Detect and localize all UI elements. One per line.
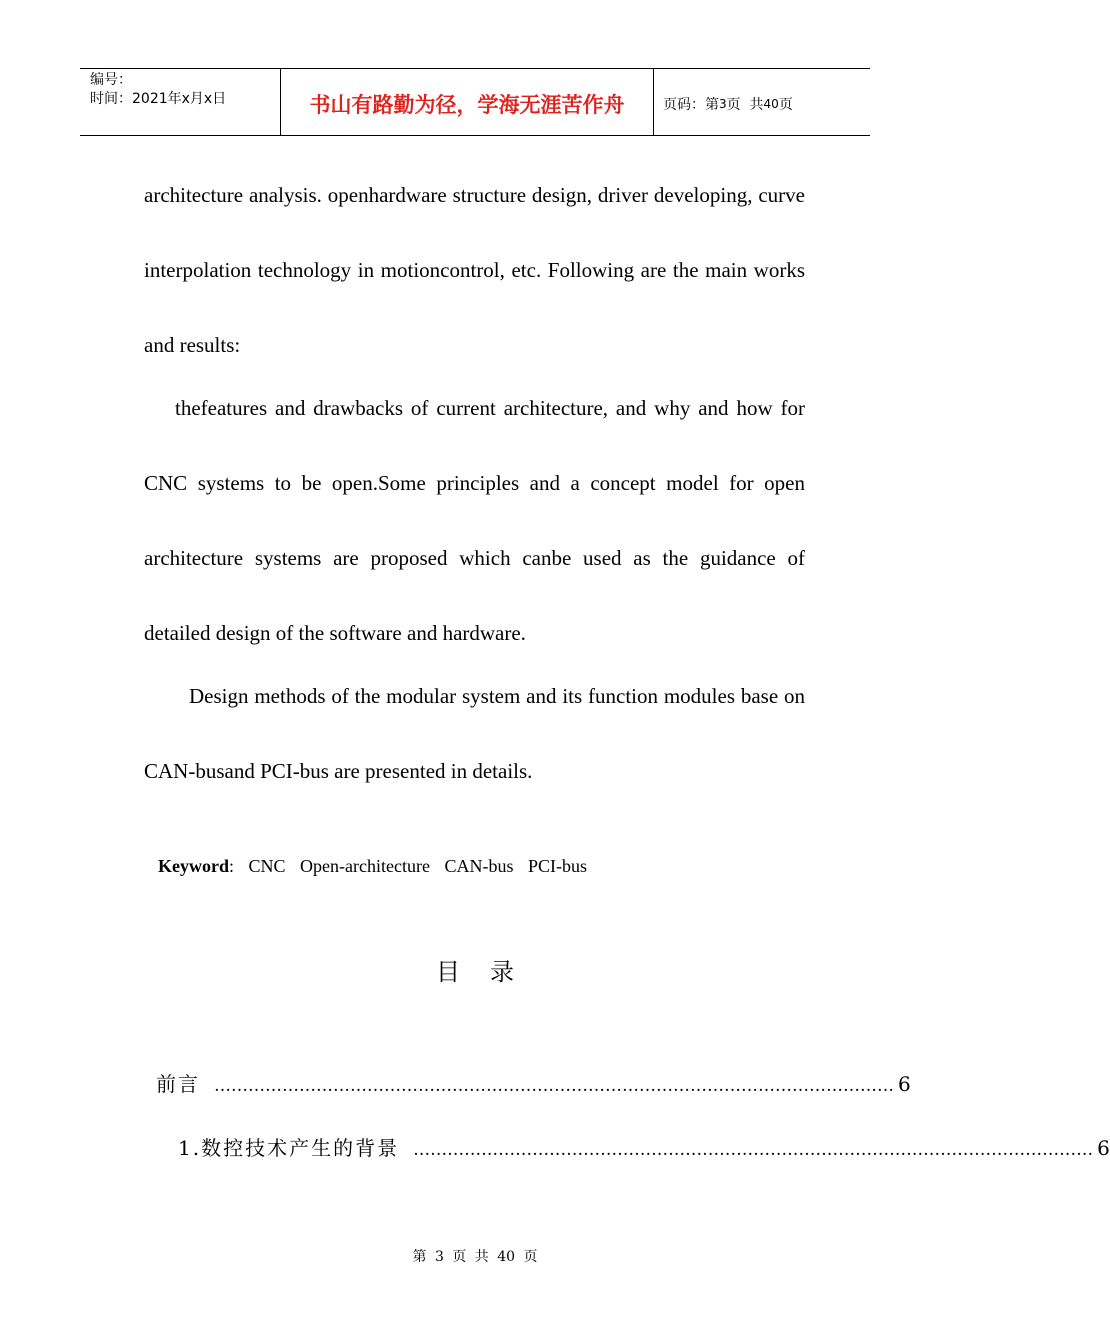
page-mid: 页 共 <box>726 97 764 113</box>
page-suffix: 页 <box>778 97 793 113</box>
abstract-paragraph-1: architecture analysis. openhardware structure design, driver developing, curve interpolation technology in motioncontrol, etc. Following are the main works and results: <box>144 183 805 357</box>
header-motto: 书山有路勤为径，学海无涯苦作舟 <box>281 69 654 135</box>
keyword-item: Open-architecture <box>300 856 430 876</box>
keyword-label: Keyword <box>158 856 229 876</box>
toc-entry-page: 6 <box>1097 1136 1110 1160</box>
page-header <box>80 68 870 136</box>
time-label: 时间：2021年x月x日 <box>90 91 227 107</box>
header-page-info <box>654 69 870 135</box>
page-footer: 第 3 页 共 40 页 <box>412 1249 538 1265</box>
serial-label: 编号： <box>90 72 132 88</box>
toc-title: 目录 <box>436 958 544 986</box>
keyword-item: PCI-bus <box>527 856 587 876</box>
keyword-separator: : <box>229 856 235 876</box>
abstract-body <box>144 158 805 809</box>
page-prefix: 页码：第 <box>663 97 719 113</box>
toc-entry-label: 1.数控技术产生的背景 <box>178 1136 400 1160</box>
page-current: 3 <box>719 97 727 111</box>
keyword-item: CNC <box>248 856 286 876</box>
toc-entry[interactable] <box>156 1068 911 1097</box>
keyword-item: CAN-bus <box>444 856 514 876</box>
toc-entry-leader: ………………………………………………………………………………………………………… <box>214 1076 894 1096</box>
keyword-line <box>158 856 587 877</box>
page-total: 40 <box>763 97 779 111</box>
toc-entry[interactable] <box>178 1132 1110 1161</box>
header-meta-cell <box>80 69 281 135</box>
toc-entry-page: 6 <box>898 1072 911 1096</box>
toc-entry-label: 前言 <box>156 1072 200 1096</box>
toc-entry-leader: ………………………………………………………………………………………………………… <box>413 1140 1094 1160</box>
abstract-paragraph-3: Design methods of the modular system and its function modules base on CAN-busand PCI-bus are presented in details. <box>144 684 805 783</box>
abstract-paragraph-2: thefeatures and drawbacks of current architecture, and why and how for CNC systems to be open.Some principles and a concept model for open architecture systems are proposed which canbe used as the guidance of detailed design of the software and hardware. <box>144 396 805 645</box>
